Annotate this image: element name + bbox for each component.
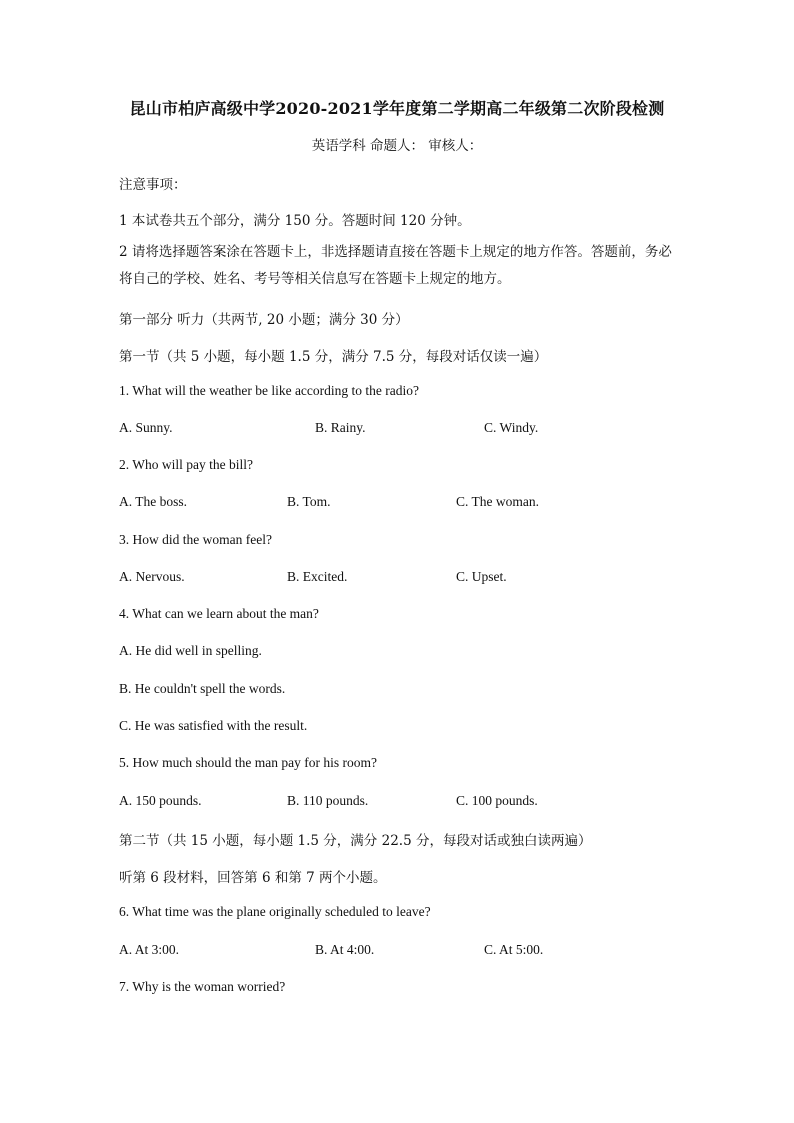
notice-heading: 注意事项： <box>119 177 187 193</box>
part1-heading: 第一部分 听力（共两节, 20 小题；满分 30 分） <box>119 312 409 328</box>
q4-option-c: C. He was satisfied with the result. <box>119 718 308 733</box>
notice-item-1: 1 本试卷共五个部分，满分 150 分。答题时间 120 分钟。 <box>119 213 471 229</box>
q1-option-c: C. Windy. <box>484 420 539 435</box>
q6-option-a: A. At 3:00. <box>119 942 180 957</box>
q2-option-a: A. The boss. <box>119 494 188 509</box>
notice-item-2: 2 请将选择题答案涂在答题卡上，非选择题请直接在答题卡上规定的地方作答。答题前，务必将自己的学校、姓名、考号等相关信息写在答题卡上规定的地方。 <box>119 244 672 287</box>
q4-option-b: B. He couldn't spell the words. <box>119 681 286 696</box>
section1-heading: 第一节（共 5 小题，每小题 1.5 分，满分 7.5 分，每段对话仅读一遍） <box>119 349 548 365</box>
q5-option-c: C. 100 pounds. <box>456 793 538 808</box>
question-3: 3. How did the woman feel? <box>119 532 272 547</box>
material-6-instruction: 听第 6 段材料，回答第 6 和第 7 两个小题。 <box>119 870 387 886</box>
question-2: 2. Who will pay the bill? <box>119 457 253 472</box>
question-7: 7. Why is the woman worried? <box>119 979 286 994</box>
q2-option-c: C. The woman. <box>456 494 539 509</box>
q5-option-a: A. 150 pounds. <box>119 793 202 808</box>
question-6: 6. What time was the plane originally scheduled to leave? <box>119 904 431 919</box>
question-4: 4. What can we learn about the man? <box>119 606 319 621</box>
q3-option-b: B. Excited. <box>287 569 348 584</box>
section2-heading: 第二节（共 15 小题，每小题 1.5 分，满分 22.5 分，每段对话或独白读两遍） <box>119 833 592 849</box>
q2-option-b: B. Tom. <box>287 494 331 509</box>
q1-option-b: B. Rainy. <box>315 420 366 435</box>
q6-option-b: B. At 4:00. <box>315 942 375 957</box>
q6-option-c: C. At 5:00. <box>484 942 544 957</box>
q3-option-a: A. Nervous. <box>119 569 185 584</box>
q5-option-b: B. 110 pounds. <box>287 793 369 808</box>
exam-title: 昆山市柏庐高级中学2020-2021学年度第二学期高二年级第二次阶段检测 <box>129 99 665 118</box>
q1-option-a: A. Sunny. <box>119 420 173 435</box>
question-1: 1. What will the weather be like according to the radio? <box>119 383 420 398</box>
exam-subtitle: 英语学科 命题人： 审核人： <box>311 138 483 154</box>
q3-option-c: C. Upset. <box>456 569 507 584</box>
question-5: 5. How much should the man pay for his room? <box>119 755 377 770</box>
q4-option-a: A. He did well in spelling. <box>119 643 262 658</box>
